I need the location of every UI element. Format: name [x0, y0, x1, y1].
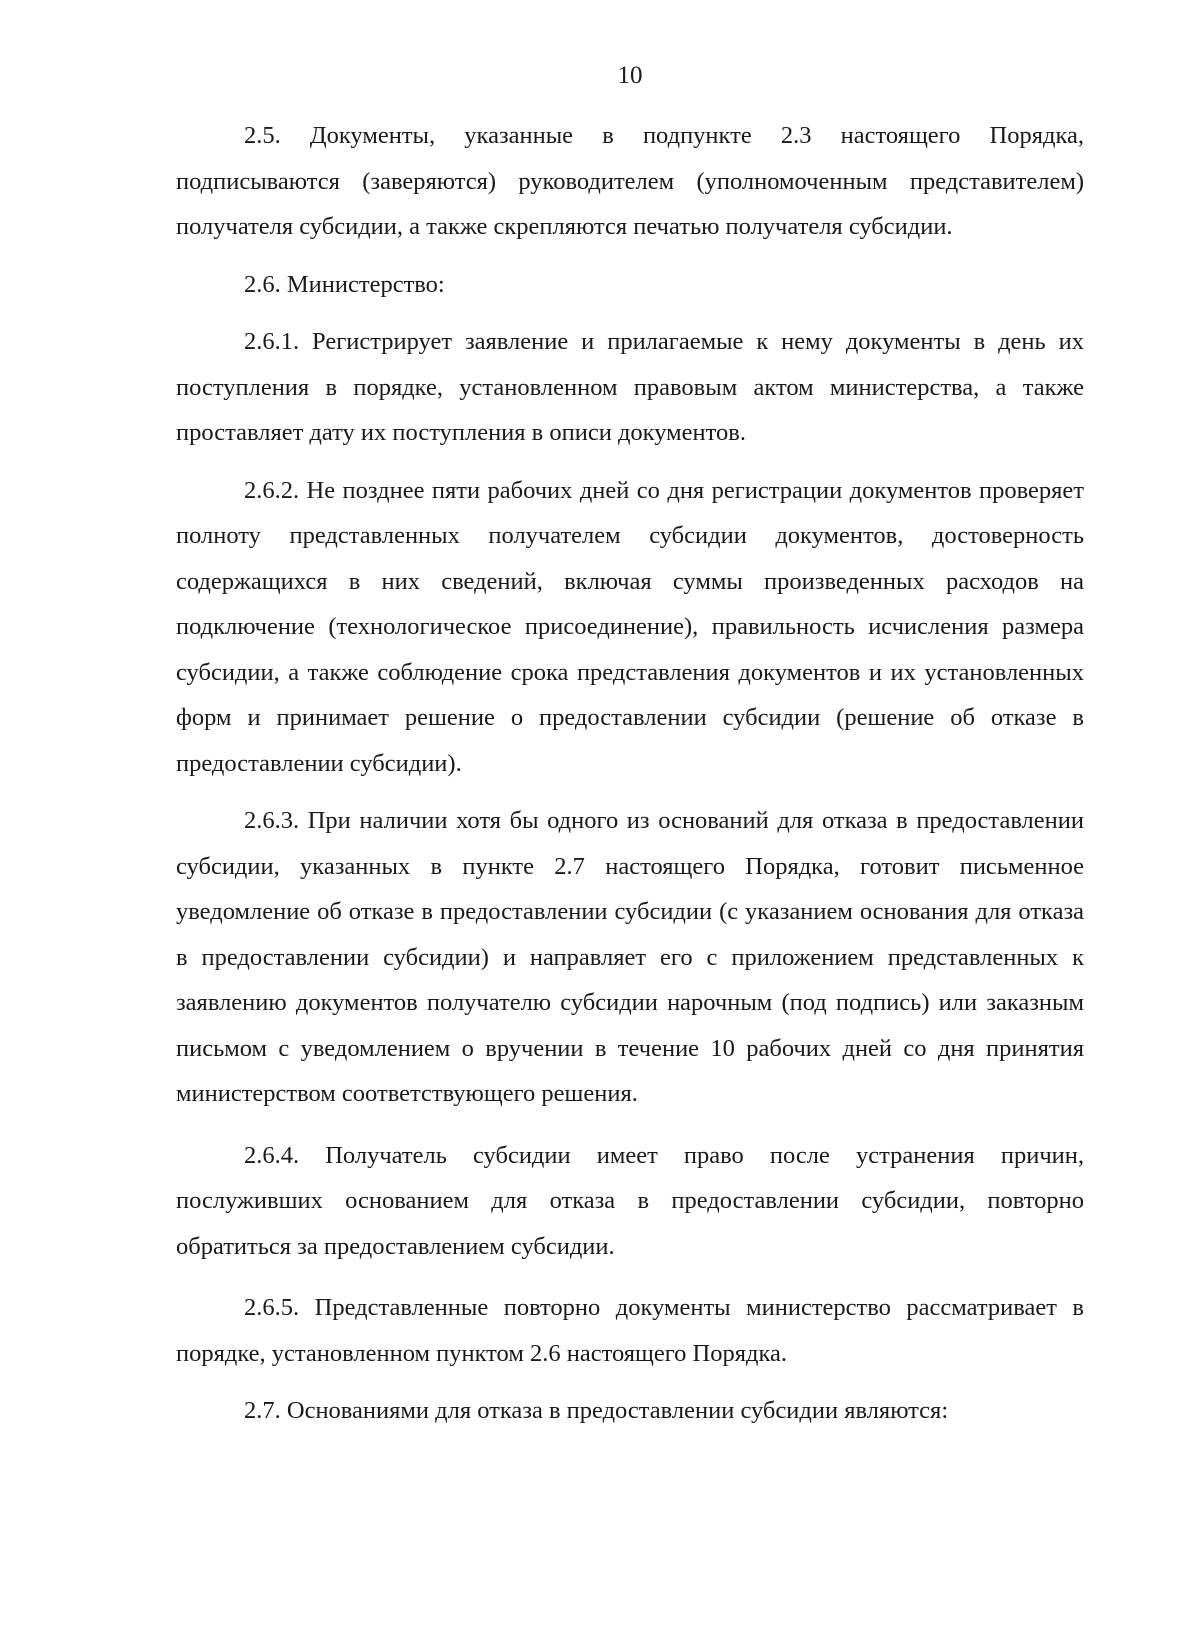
paragraph-2-6: 2.6. Министерство: — [244, 270, 445, 298]
paragraph-2-6-1: 2.6.1. Регистрирует заявление и прилагаемые к нему документы в день их поступления в порядке, установленном правовым актом министерства, а также проставляет дату их поступления в описи документов. — [176, 328, 1084, 446]
paragraph-2-6-3: 2.6.3. При наличии хотя бы одного из оснований для отказа в предоставлении субсидии, указанных в пункте 2.7 настоящего Порядка, готовит письменное уведомление об отказе в предоставлении субсидии (с указанием основания для отказа в предоставлении субсидии) и направляет его с приложением представленных к заявлению документов получателю субсидии нарочным (под подпись) или заказным письмом с уведомлением о вручении в течение 10 рабочих дней со дня принятия министерством соответствующего решения. — [176, 807, 1084, 1107]
paragraph-2-7: 2.7. Основаниями для отказа в предоставлении субсидии являются: — [244, 1397, 949, 1424]
paragraph-2-6-4: 2.6.4. Получатель субсидии имеет право после устранения причин, послуживших основанием для отказа в предоставлении субсидии, повторно обратиться за предоставлением субсидии. — [176, 1141, 1084, 1260]
paragraph-2-6-2: 2.6.2. Не позднее пяти рабочих дней со дня регистрации документов проверяет полноту представленных получателем субсидии документов, достоверность содержащихся в них сведений, включая суммы произведенных расходов на подключение (технологическое присоединение), правильность исчисления размера субсидии, а также соблюдение срока представления документов и их установленных форм и принимает решение о предоставлении субсидии (решение об отказе в предоставлении субсидии). — [176, 476, 1084, 777]
page-number: 10 — [617, 62, 643, 89]
paragraph-2-5: 2.5. Документы, указанные в подпункте 2.3 настоящего Порядка, подписываются (заверяются) руководителем (уполномоченным представителем) получателя субсидии, а также скрепляются печатью получателя субсидии. — [176, 122, 1084, 240]
paragraph-2-6-5: 2.6.5. Представленные повторно документы министерство рассматривает в порядке, установленном пунктом 2.6 настоящего Порядка. — [176, 1294, 1084, 1367]
document-body — [176, 113, 1084, 1446]
